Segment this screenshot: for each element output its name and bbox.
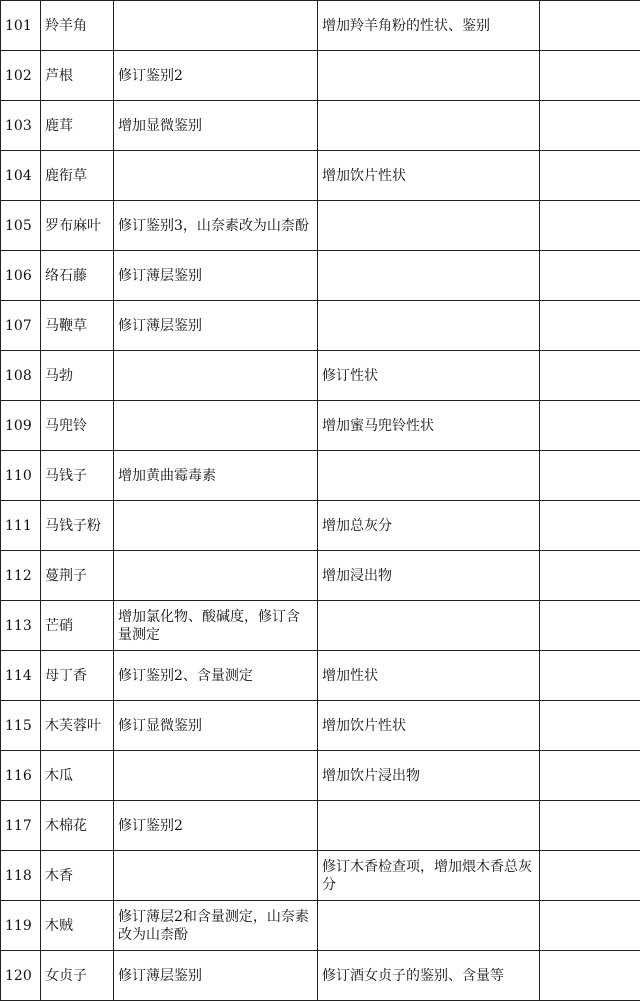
revision-cell-b: 增加总灰分 bbox=[318, 501, 540, 551]
note-cell bbox=[540, 1, 640, 51]
row-number: 112 bbox=[1, 551, 41, 601]
note-cell bbox=[540, 351, 640, 401]
note-cell bbox=[540, 101, 640, 151]
revision-cell-b bbox=[318, 901, 540, 951]
note-cell bbox=[540, 451, 640, 501]
table-row bbox=[1, 951, 640, 1001]
table-row bbox=[1, 51, 640, 101]
revision-cell-a: 修订薄层2和含量测定，山奈素改为山柰酚 bbox=[114, 901, 318, 951]
revision-cell-a: 增加黄曲霉毒素 bbox=[114, 451, 318, 501]
revision-cell-b: 增加饮片浸出物 bbox=[318, 751, 540, 801]
herb-name: 芦根 bbox=[41, 51, 114, 101]
revision-cell-b: 修订酒女贞子的鉴别、含量等 bbox=[318, 951, 540, 1001]
herb-name: 木香 bbox=[41, 851, 114, 901]
table-row bbox=[1, 301, 640, 351]
revision-cell-a: 修订鉴别3，山奈素改为山柰酚 bbox=[114, 201, 318, 251]
row-number: 111 bbox=[1, 501, 41, 551]
revision-cell-b: 增加饮片性状 bbox=[318, 701, 540, 751]
revision-cell-b: 修订木香检查项，增加煨木香总灰分 bbox=[318, 851, 540, 901]
table-row bbox=[1, 401, 640, 451]
revision-cell-b: 增加羚羊角粉的性状、鉴别 bbox=[318, 1, 540, 51]
revision-cell-a: 修订显微鉴别 bbox=[114, 701, 318, 751]
note-cell bbox=[540, 251, 640, 301]
revision-cell-a bbox=[114, 551, 318, 601]
revision-cell-b bbox=[318, 601, 540, 651]
row-number: 117 bbox=[1, 801, 41, 851]
row-number: 115 bbox=[1, 701, 41, 751]
table-row bbox=[1, 501, 640, 551]
revision-cell-b: 修订性状 bbox=[318, 351, 540, 401]
row-number: 113 bbox=[1, 601, 41, 651]
note-cell bbox=[540, 651, 640, 701]
revision-cell-a bbox=[114, 851, 318, 901]
row-number: 101 bbox=[1, 1, 41, 51]
row-number: 114 bbox=[1, 651, 41, 701]
revision-cell-b bbox=[318, 301, 540, 351]
table-row bbox=[1, 101, 640, 151]
table-row bbox=[1, 1, 640, 51]
herb-name: 马勃 bbox=[41, 351, 114, 401]
revision-cell-b: 增加浸出物 bbox=[318, 551, 540, 601]
note-cell bbox=[540, 701, 640, 751]
table-row bbox=[1, 451, 640, 501]
row-number: 119 bbox=[1, 901, 41, 951]
note-cell bbox=[540, 401, 640, 451]
herb-name: 芒硝 bbox=[41, 601, 114, 651]
note-cell bbox=[540, 801, 640, 851]
herb-name: 女贞子 bbox=[41, 951, 114, 1001]
revision-cell-a: 修订薄层鉴别 bbox=[114, 951, 318, 1001]
table-row bbox=[1, 901, 640, 951]
table-row bbox=[1, 151, 640, 201]
revision-cell-a: 修订鉴别2 bbox=[114, 51, 318, 101]
herb-name: 木芙蓉叶 bbox=[41, 701, 114, 751]
herb-name: 羚羊角 bbox=[41, 1, 114, 51]
note-cell bbox=[540, 601, 640, 651]
note-cell bbox=[540, 501, 640, 551]
revision-cell-a bbox=[114, 151, 318, 201]
table-row bbox=[1, 651, 640, 701]
table-row bbox=[1, 251, 640, 301]
herb-name: 木棉花 bbox=[41, 801, 114, 851]
revision-cell-b bbox=[318, 251, 540, 301]
table-row bbox=[1, 851, 640, 901]
row-number: 104 bbox=[1, 151, 41, 201]
herb-name: 马鞭草 bbox=[41, 301, 114, 351]
revision-cell-a bbox=[114, 751, 318, 801]
row-number: 107 bbox=[1, 301, 41, 351]
note-cell bbox=[540, 851, 640, 901]
note-cell bbox=[540, 51, 640, 101]
herb-name: 木贼 bbox=[41, 901, 114, 951]
table-row bbox=[1, 351, 640, 401]
herb-name: 蔓荆子 bbox=[41, 551, 114, 601]
revision-cell-a bbox=[114, 351, 318, 401]
revision-cell-a bbox=[114, 401, 318, 451]
table-row bbox=[1, 551, 640, 601]
revision-cell-a: 修订薄层鉴别 bbox=[114, 301, 318, 351]
revision-cell-a: 增加氯化物、酸碱度，修订含量测定 bbox=[114, 601, 318, 651]
revision-cell-b bbox=[318, 201, 540, 251]
table-row bbox=[1, 751, 640, 801]
herb-name: 马钱子粉 bbox=[41, 501, 114, 551]
revision-cell-b bbox=[318, 51, 540, 101]
table-row bbox=[1, 201, 640, 251]
row-number: 110 bbox=[1, 451, 41, 501]
revision-cell-a: 修订鉴别2 bbox=[114, 801, 318, 851]
table-row bbox=[1, 801, 640, 851]
revision-cell-b bbox=[318, 801, 540, 851]
revision-cell-b bbox=[318, 451, 540, 501]
revision-cell-b: 增加饮片性状 bbox=[318, 151, 540, 201]
row-number: 116 bbox=[1, 751, 41, 801]
herb-name: 马钱子 bbox=[41, 451, 114, 501]
herb-name: 鹿茸 bbox=[41, 101, 114, 151]
herb-name: 母丁香 bbox=[41, 651, 114, 701]
table-row bbox=[1, 701, 640, 751]
revision-cell-b bbox=[318, 101, 540, 151]
revision-cell-b: 增加蜜马兜铃性状 bbox=[318, 401, 540, 451]
row-number: 109 bbox=[1, 401, 41, 451]
row-number: 102 bbox=[1, 51, 41, 101]
note-cell bbox=[540, 951, 640, 1001]
row-number: 120 bbox=[1, 951, 41, 1001]
herb-name: 马兜铃 bbox=[41, 401, 114, 451]
row-number: 103 bbox=[1, 101, 41, 151]
herb-name: 络石藤 bbox=[41, 251, 114, 301]
note-cell bbox=[540, 551, 640, 601]
note-cell bbox=[540, 301, 640, 351]
revision-cell-a: 修订鉴别2、含量测定 bbox=[114, 651, 318, 701]
herb-name: 罗布麻叶 bbox=[41, 201, 114, 251]
revision-cell-a: 增加显微鉴别 bbox=[114, 101, 318, 151]
revision-cell-b: 增加性状 bbox=[318, 651, 540, 701]
revision-cell-a: 修订薄层鉴别 bbox=[114, 251, 318, 301]
row-number: 106 bbox=[1, 251, 41, 301]
table-body bbox=[1, 1, 640, 1001]
note-cell bbox=[540, 201, 640, 251]
note-cell bbox=[540, 151, 640, 201]
note-cell bbox=[540, 751, 640, 801]
note-cell bbox=[540, 901, 640, 951]
herb-name: 鹿衔草 bbox=[41, 151, 114, 201]
table-row bbox=[1, 601, 640, 651]
revision-cell-a bbox=[114, 1, 318, 51]
row-number: 105 bbox=[1, 201, 41, 251]
revision-cell-a bbox=[114, 501, 318, 551]
row-number: 108 bbox=[1, 351, 41, 401]
herb-name: 木瓜 bbox=[41, 751, 114, 801]
row-number: 118 bbox=[1, 851, 41, 901]
